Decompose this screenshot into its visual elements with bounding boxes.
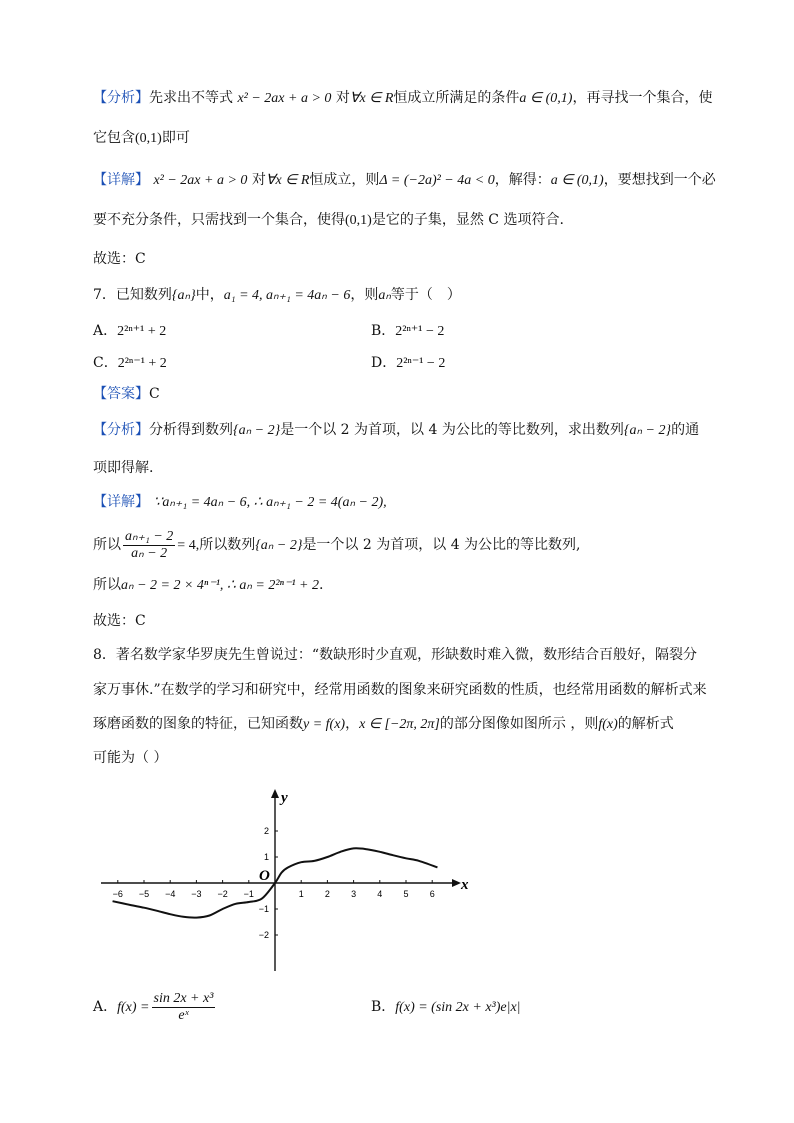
fraction: $\frac{\text{aₙ₊₁ − 2}}{\text{aₙ − 2}}$	[125, 528, 174, 561]
q7-option-a[interactable]: A．2²ⁿ⁺¹ + 2	[93, 323, 167, 339]
y-tick-label: 2	[263, 826, 269, 836]
x-tick-label: −3	[191, 889, 202, 899]
answer-tag: 【答案】	[93, 386, 149, 402]
q8-option-a[interactable]: A．f(x) = $\frac{\text{sin 2x + x³}}{\text{eˣ}}$	[93, 990, 214, 1023]
q6-analysis-line-2: 它包含(0,1)即可	[93, 130, 190, 146]
y-tick-label: −2	[258, 930, 269, 940]
q7-option-d[interactable]: D．2²ⁿ⁻¹ − 2	[371, 355, 446, 371]
q8-stem-line-1: 8．著名数学家华罗庚先生曾说过：“数缺形时少直观，形缺数时难入微，数形结合百般好，隔裂分	[93, 647, 698, 663]
analysis-tag: 【分析】	[93, 90, 149, 106]
function-graph	[95, 785, 475, 975]
detail-tag: 【详解】	[93, 494, 149, 510]
analysis-tag: 【分析】	[93, 422, 149, 438]
q8-stem-line-4: 可能为（ ）	[93, 750, 168, 766]
x-tick-label: −1	[243, 889, 254, 899]
y-tick-label: −1	[258, 904, 269, 914]
x-tick-label: 4	[377, 889, 383, 899]
q8-option-b[interactable]: B．f(x) = (sin 2x + x³)e|x|	[371, 999, 521, 1015]
y-tick-label: 1	[263, 852, 269, 862]
q8-stem-line-3: 琢磨函数的图象的特征，已知函数y = f(x)，x ∈ [−2π, 2π]的部分图像如图所示 ，则f(x)的解析式	[93, 716, 674, 732]
y-axis-label: y	[281, 790, 288, 806]
x-tick-label: −6	[112, 889, 123, 899]
q7-analysis-line-1: 【分析】分析得到数列{aₙ − 2}是一个以 2 为首项，以 4 为公比的等比数列，求出数列{aₙ − 2}的通	[93, 422, 700, 438]
q6-answer-line: 故选：C	[93, 251, 146, 267]
q7-detail-line-3: 所以aₙ − 2 = 2 × 4ⁿ⁻¹, ∴ aₙ = 2²ⁿ⁻¹ + 2.	[93, 577, 324, 593]
x-axis-label: x	[461, 877, 469, 893]
origin-label: O	[259, 868, 270, 884]
q6-detail-line-2: 要不充分条件，只需找到一个集合，使得(0,1)是它的子集，显然 C 选项符合.	[93, 212, 564, 228]
q7-option-c[interactable]: C．2²ⁿ⁻¹ + 2	[93, 355, 167, 371]
q7-stem: 7．已知数列{aₙ}中，a₁ = 4, aₙ₊₁ = 4aₙ − 6，则aₙ等于（ ）	[93, 287, 461, 303]
x-tick-label: 6	[429, 889, 435, 899]
q6-detail-line-1: 【详解】 x² − 2ax + a > 0 对∀x ∈ R恒成立，则Δ = (−2a)² − 4a < 0，解得：a ∈ (0,1)，要想找到一个必	[93, 172, 716, 188]
x-tick-label: −2	[217, 889, 228, 899]
q7-detail-line-2: 所以 $\frac{\text{aₙ₊₁ − 2}}{\text{aₙ − 2}}$ = 4,所以数列{aₙ − 2}是一个以 2 为首项，以 4 为公比的等比数列,	[93, 528, 581, 561]
q7-detail-line-1: 【详解】 ∵aₙ₊₁ = 4aₙ − 6, ∴ aₙ₊₁ − 2 = 4(aₙ − 2),	[93, 494, 387, 510]
q6-analysis-line-1: 【分析】先求出不等式 x² − 2ax + a > 0 对∀x ∈ R恒成立所满足的条件a ∈ (0,1)，再寻找一个集合，使	[93, 90, 713, 106]
x-tick-label: 1	[298, 889, 304, 899]
q7-option-b[interactable]: B．2²ⁿ⁺¹ − 2	[371, 323, 445, 339]
x-tick-label: 3	[351, 889, 357, 899]
q8-stem-line-2: 家万事休.”在数学的学习和研究中，经常用函数的图象来研究函数的性质，也经常用函数的解析式来	[93, 682, 707, 698]
q7-answer-line: 故选：C	[93, 613, 146, 629]
x-axis-arrow	[452, 879, 461, 887]
x-tick-label: 2	[324, 889, 330, 899]
x-tick-label: −5	[138, 889, 150, 899]
detail-tag: 【详解】	[93, 172, 149, 188]
x-tick-label: 5	[403, 889, 409, 899]
q7-answer: 【答案】C	[93, 386, 160, 402]
fraction: $\frac{\text{sin 2x + x³}}{\text{eˣ}}$	[153, 990, 214, 1023]
y-axis-arrow	[271, 789, 279, 798]
q7-analysis-line-2: 项即得解.	[93, 460, 154, 476]
x-tick-label: −4	[165, 889, 176, 899]
